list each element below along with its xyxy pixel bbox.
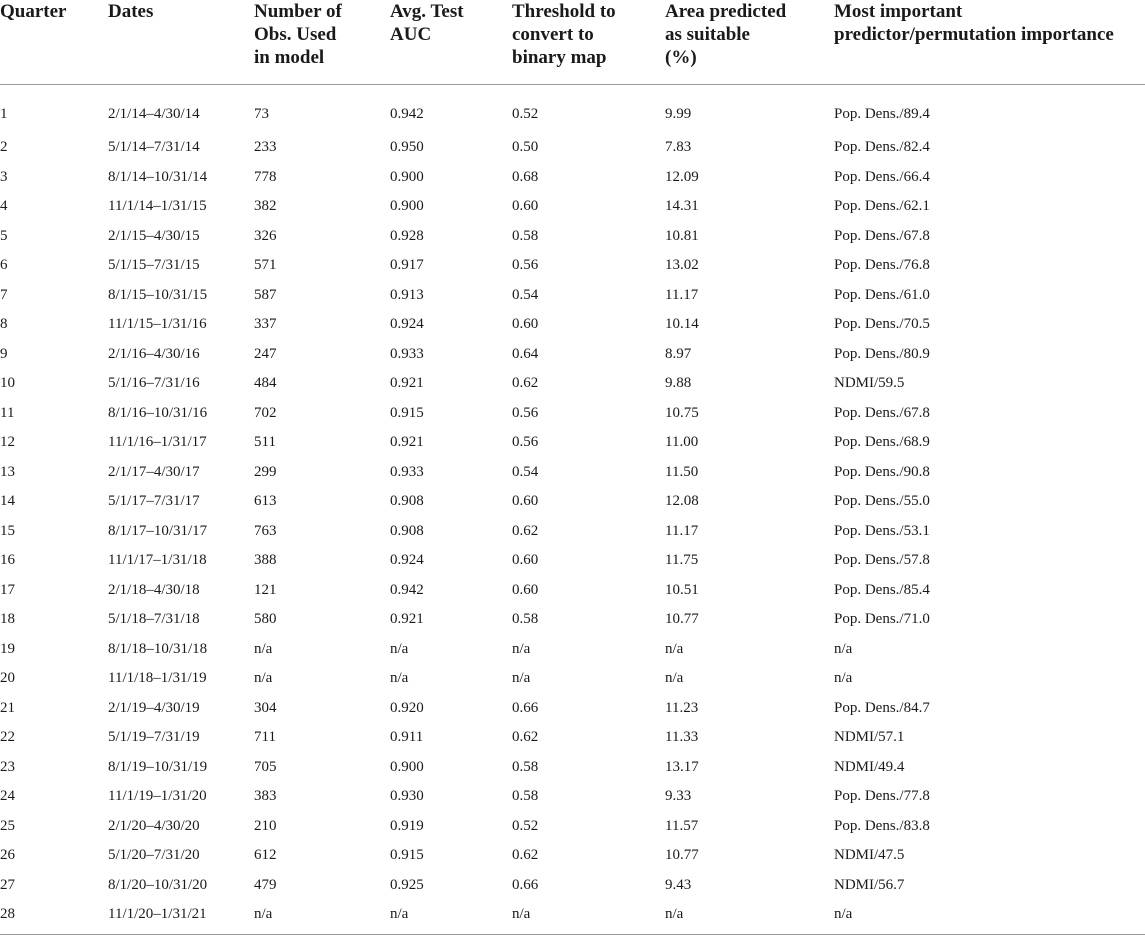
auc-cell: 0.919 <box>390 817 424 834</box>
table-row <box>0 694 1145 724</box>
table-row <box>0 812 1145 842</box>
auc-cell: n/a <box>390 640 409 657</box>
area-cell: 13.02 <box>665 257 699 274</box>
area-cell: n/a <box>665 640 684 657</box>
table-row <box>0 369 1145 399</box>
quarter-cell: 28 <box>0 906 15 923</box>
auc-cell: 0.921 <box>390 375 424 392</box>
dates-cell: 8/1/17–10/31/17 <box>108 522 208 539</box>
table-row <box>0 428 1145 458</box>
threshold-cell: n/a <box>512 640 531 657</box>
threshold-cell: 0.56 <box>512 434 539 451</box>
dates-cell: 8/1/20–10/31/20 <box>108 876 208 893</box>
threshold-cell: 0.52 <box>512 817 539 834</box>
quarter-cell: 11 <box>0 404 15 421</box>
quarter-cell: 24 <box>0 788 15 805</box>
threshold-cell: 0.60 <box>512 198 539 215</box>
auc-cell: 0.942 <box>390 105 424 122</box>
table-row <box>0 163 1145 193</box>
obs-cell: 210 <box>254 817 277 834</box>
table-row <box>0 487 1145 517</box>
threshold-cell: 0.62 <box>512 375 539 392</box>
auc-cell: 0.933 <box>390 463 424 480</box>
predictor-cell: Pop. Dens./84.7 <box>834 699 930 716</box>
table-row <box>0 399 1145 429</box>
area-cell: 10.77 <box>665 847 699 864</box>
area-cell: 14.31 <box>665 198 699 215</box>
auc-cell: 0.924 <box>390 552 424 569</box>
quarter-cell: 3 <box>0 168 8 185</box>
threshold-cell: 0.68 <box>512 168 539 185</box>
obs-cell: 233 <box>254 139 277 156</box>
table-row <box>0 723 1145 753</box>
auc-cell: 0.928 <box>390 227 424 244</box>
auc-cell: 0.900 <box>390 758 424 775</box>
threshold-cell: 0.62 <box>512 522 539 539</box>
dates-cell: 5/1/16–7/31/16 <box>108 375 200 392</box>
area-cell: 11.33 <box>665 729 699 746</box>
obs-cell: n/a <box>254 640 273 657</box>
auc-cell: 0.908 <box>390 522 424 539</box>
predictor-cell: Pop. Dens./66.4 <box>834 168 930 185</box>
auc-cell: 0.942 <box>390 581 424 598</box>
auc-cell: 0.900 <box>390 168 424 185</box>
dates-cell: 5/1/14–7/31/14 <box>108 139 200 156</box>
predictor-cell: Pop. Dens./80.9 <box>834 345 930 362</box>
predictor-cell: Pop. Dens./55.0 <box>834 493 930 510</box>
dates-cell: 5/1/17–7/31/17 <box>108 493 200 510</box>
dates-cell: 2/1/20–4/30/20 <box>108 817 200 834</box>
obs-cell: 702 <box>254 404 277 421</box>
threshold-cell: 0.54 <box>512 286 539 303</box>
table-row <box>0 546 1145 576</box>
threshold-cell: 0.50 <box>512 139 539 156</box>
area-cell: 11.75 <box>665 552 699 569</box>
area-cell: 11.23 <box>665 699 699 716</box>
table-row <box>0 222 1145 252</box>
obs-cell: 326 <box>254 227 277 244</box>
auc-cell: 0.933 <box>390 345 424 362</box>
table-row <box>0 753 1145 783</box>
predictor-cell: Pop. Dens./62.1 <box>834 198 930 215</box>
obs-cell: 382 <box>254 198 277 215</box>
obs-cell: 337 <box>254 316 277 333</box>
threshold-cell: 0.56 <box>512 257 539 274</box>
predictor-cell: Pop. Dens./76.8 <box>834 257 930 274</box>
obs-cell: 479 <box>254 876 277 893</box>
predictor-cell: Pop. Dens./90.8 <box>834 463 930 480</box>
threshold-cell: 0.60 <box>512 581 539 598</box>
obs-cell: 778 <box>254 168 277 185</box>
header-most-important-predictor: Most important predictor/permutation importance <box>834 0 1145 85</box>
dates-cell: 2/1/15–4/30/15 <box>108 227 200 244</box>
threshold-cell: 0.64 <box>512 345 539 362</box>
auc-cell: 0.950 <box>390 139 424 156</box>
table-row <box>0 841 1145 871</box>
threshold-cell: 0.66 <box>512 699 539 716</box>
auc-cell: 0.930 <box>390 788 424 805</box>
auc-cell: 0.913 <box>390 286 424 303</box>
dates-cell: 8/1/19–10/31/19 <box>108 758 208 775</box>
threshold-cell: 0.66 <box>512 876 539 893</box>
area-cell: n/a <box>665 670 684 687</box>
quarter-cell: 15 <box>0 522 15 539</box>
quarter-cell: 25 <box>0 817 15 834</box>
quarter-cell: 8 <box>0 316 8 333</box>
table-row <box>0 605 1145 635</box>
auc-cell: 0.900 <box>390 198 424 215</box>
header-avg-test-auc: Avg. Test AUC <box>390 0 512 85</box>
header-area-predicted: Area predicted as suitable (%) <box>665 0 834 85</box>
predictor-cell: Pop. Dens./57.8 <box>834 552 930 569</box>
quarter-cell: 13 <box>0 463 15 480</box>
predictor-cell: Pop. Dens./67.8 <box>834 227 930 244</box>
table-row <box>0 664 1145 694</box>
table-row <box>0 85 1145 134</box>
predictor-cell: Pop. Dens./83.8 <box>834 817 930 834</box>
auc-cell: 0.924 <box>390 316 424 333</box>
obs-cell: 247 <box>254 345 277 362</box>
obs-cell: 121 <box>254 581 277 598</box>
obs-cell: n/a <box>254 906 273 923</box>
predictor-cell: NDMI/49.4 <box>834 758 905 775</box>
threshold-cell: 0.60 <box>512 552 539 569</box>
dates-cell: 2/1/18–4/30/18 <box>108 581 200 598</box>
threshold-cell: 0.62 <box>512 847 539 864</box>
area-cell: 11.57 <box>665 817 699 834</box>
table-row <box>0 281 1145 311</box>
obs-cell: 711 <box>254 729 276 746</box>
quarter-cell: 4 <box>0 198 8 215</box>
auc-cell: 0.925 <box>390 876 424 893</box>
auc-cell: n/a <box>390 906 409 923</box>
table-row <box>0 635 1145 665</box>
threshold-cell: 0.58 <box>512 611 539 628</box>
threshold-cell: 0.52 <box>512 105 539 122</box>
quarter-cell: 20 <box>0 670 15 687</box>
quarter-cell: 5 <box>0 227 8 244</box>
quarter-cell: 16 <box>0 552 15 569</box>
obs-cell: 587 <box>254 286 277 303</box>
auc-cell: 0.911 <box>390 729 424 746</box>
quarter-cell: 26 <box>0 847 15 864</box>
obs-cell: 484 <box>254 375 277 392</box>
table-bottom-rule <box>0 934 1145 935</box>
area-cell: 7.83 <box>665 139 692 156</box>
predictor-cell: Pop. Dens./85.4 <box>834 581 930 598</box>
dates-cell: 2/1/14–4/30/14 <box>108 105 200 122</box>
obs-cell: 705 <box>254 758 277 775</box>
area-cell: 11.17 <box>665 286 699 303</box>
table-row <box>0 192 1145 222</box>
dates-cell: 11/1/18–1/31/19 <box>108 670 207 687</box>
auc-cell: 0.921 <box>390 611 424 628</box>
table-row <box>0 900 1145 930</box>
table-row <box>0 251 1145 281</box>
quarter-cell: 17 <box>0 581 15 598</box>
predictor-cell: Pop. Dens./71.0 <box>834 611 930 628</box>
auc-cell: 0.917 <box>390 257 424 274</box>
obs-cell: 763 <box>254 522 277 539</box>
quarter-cell: 19 <box>0 640 15 657</box>
predictor-cell: NDMI/59.5 <box>834 375 905 392</box>
quarter-cell: 27 <box>0 876 15 893</box>
obs-cell: 304 <box>254 699 277 716</box>
obs-cell: 73 <box>254 105 269 122</box>
predictor-cell: Pop. Dens./89.4 <box>834 105 930 122</box>
dates-cell: 11/1/20–1/31/21 <box>108 906 207 923</box>
dates-cell: 2/1/17–4/30/17 <box>108 463 200 480</box>
predictor-cell: Pop. Dens./77.8 <box>834 788 930 805</box>
quarter-cell: 10 <box>0 375 15 392</box>
threshold-cell: 0.62 <box>512 729 539 746</box>
dates-cell: 5/1/18–7/31/18 <box>108 611 200 628</box>
quarter-cell: 7 <box>0 286 8 303</box>
auc-cell: 0.908 <box>390 493 424 510</box>
obs-cell: 511 <box>254 434 276 451</box>
auc-cell: 0.915 <box>390 847 424 864</box>
dates-cell: 11/1/19–1/31/20 <box>108 788 207 805</box>
area-cell: 10.81 <box>665 227 699 244</box>
threshold-cell: 0.58 <box>512 788 539 805</box>
table-row <box>0 310 1145 340</box>
area-cell: 11.50 <box>665 463 699 480</box>
area-cell: 8.97 <box>665 345 692 362</box>
area-cell: n/a <box>665 906 684 923</box>
auc-cell: 0.921 <box>390 434 424 451</box>
obs-cell: 613 <box>254 493 277 510</box>
area-cell: 12.09 <box>665 168 699 185</box>
quarter-cell: 6 <box>0 257 8 274</box>
table-header-row <box>0 0 1145 85</box>
predictor-cell: Pop. Dens./70.5 <box>834 316 930 333</box>
quarter-cell: 21 <box>0 699 15 716</box>
obs-cell: n/a <box>254 670 273 687</box>
area-cell: 9.33 <box>665 788 692 805</box>
table-row <box>0 133 1145 163</box>
dates-cell: 8/1/18–10/31/18 <box>108 640 208 657</box>
table-row <box>0 782 1145 812</box>
quarter-cell: 12 <box>0 434 15 451</box>
threshold-cell: 0.58 <box>512 758 539 775</box>
quarter-cell: 22 <box>0 729 15 746</box>
predictor-cell: Pop. Dens./68.9 <box>834 434 930 451</box>
dates-cell: 11/1/17–1/31/18 <box>108 552 207 569</box>
table-row <box>0 517 1145 547</box>
obs-cell: 383 <box>254 788 277 805</box>
area-cell: 9.43 <box>665 876 692 893</box>
area-cell: 9.99 <box>665 105 692 122</box>
obs-cell: 580 <box>254 611 277 628</box>
dates-cell: 11/1/15–1/31/16 <box>108 316 207 333</box>
obs-cell: 612 <box>254 847 277 864</box>
predictor-cell: NDMI/57.1 <box>834 729 905 746</box>
threshold-cell: n/a <box>512 670 531 687</box>
dates-cell: 8/1/14–10/31/14 <box>108 168 208 185</box>
dates-cell: 5/1/15–7/31/15 <box>108 257 200 274</box>
threshold-cell: n/a <box>512 906 531 923</box>
area-cell: 11.00 <box>665 434 699 451</box>
predictor-cell: NDMI/47.5 <box>834 847 905 864</box>
predictor-cell: n/a <box>834 670 853 687</box>
quarter-cell: 9 <box>0 345 8 362</box>
area-cell: 10.51 <box>665 581 699 598</box>
threshold-cell: 0.60 <box>512 316 539 333</box>
predictor-cell: NDMI/56.7 <box>834 876 905 893</box>
predictor-cell: n/a <box>834 906 853 923</box>
area-cell: 10.14 <box>665 316 699 333</box>
obs-cell: 571 <box>254 257 277 274</box>
table-row <box>0 871 1145 901</box>
dates-cell: 5/1/20–7/31/20 <box>108 847 200 864</box>
quarter-cell: 14 <box>0 493 15 510</box>
table-row <box>0 458 1145 488</box>
area-cell: 13.17 <box>665 758 699 775</box>
table-row <box>0 340 1145 370</box>
threshold-cell: 0.56 <box>512 404 539 421</box>
auc-cell: 0.915 <box>390 404 424 421</box>
auc-cell: n/a <box>390 670 409 687</box>
threshold-cell: 0.60 <box>512 493 539 510</box>
quarter-cell: 1 <box>0 105 8 122</box>
quarter-cell: 18 <box>0 611 15 628</box>
area-cell: 9.88 <box>665 375 692 392</box>
area-cell: 11.17 <box>665 522 699 539</box>
header-threshold: Threshold to convert to binary map <box>512 0 665 85</box>
predictor-cell: Pop. Dens./82.4 <box>834 139 930 156</box>
table-row <box>0 576 1145 606</box>
dates-cell: 5/1/19–7/31/19 <box>108 729 200 746</box>
area-cell: 12.08 <box>665 493 699 510</box>
threshold-cell: 0.54 <box>512 463 539 480</box>
obs-cell: 299 <box>254 463 277 480</box>
header-number-of-obs: Number of Obs. Used in model <box>254 0 390 85</box>
area-cell: 10.77 <box>665 611 699 628</box>
predictor-cell: Pop. Dens./67.8 <box>834 404 930 421</box>
dates-cell: 8/1/16–10/31/16 <box>108 404 208 421</box>
predictor-cell: n/a <box>834 640 853 657</box>
quarter-cell: 23 <box>0 758 15 775</box>
quarter-cell: 2 <box>0 139 8 156</box>
dates-cell: 2/1/19–4/30/19 <box>108 699 200 716</box>
header-dates: Dates <box>108 0 254 85</box>
area-cell: 10.75 <box>665 404 699 421</box>
dates-cell: 11/1/16–1/31/17 <box>108 434 207 451</box>
dates-cell: 8/1/15–10/31/15 <box>108 286 208 303</box>
dates-cell: 11/1/14–1/31/15 <box>108 198 207 215</box>
obs-cell: 388 <box>254 552 277 569</box>
predictor-cell: Pop. Dens./53.1 <box>834 522 930 539</box>
threshold-cell: 0.58 <box>512 227 539 244</box>
header-quarter: Quarter <box>0 0 108 85</box>
dates-cell: 2/1/16–4/30/16 <box>108 345 200 362</box>
auc-cell: 0.920 <box>390 699 424 716</box>
predictor-cell: Pop. Dens./61.0 <box>834 286 930 303</box>
